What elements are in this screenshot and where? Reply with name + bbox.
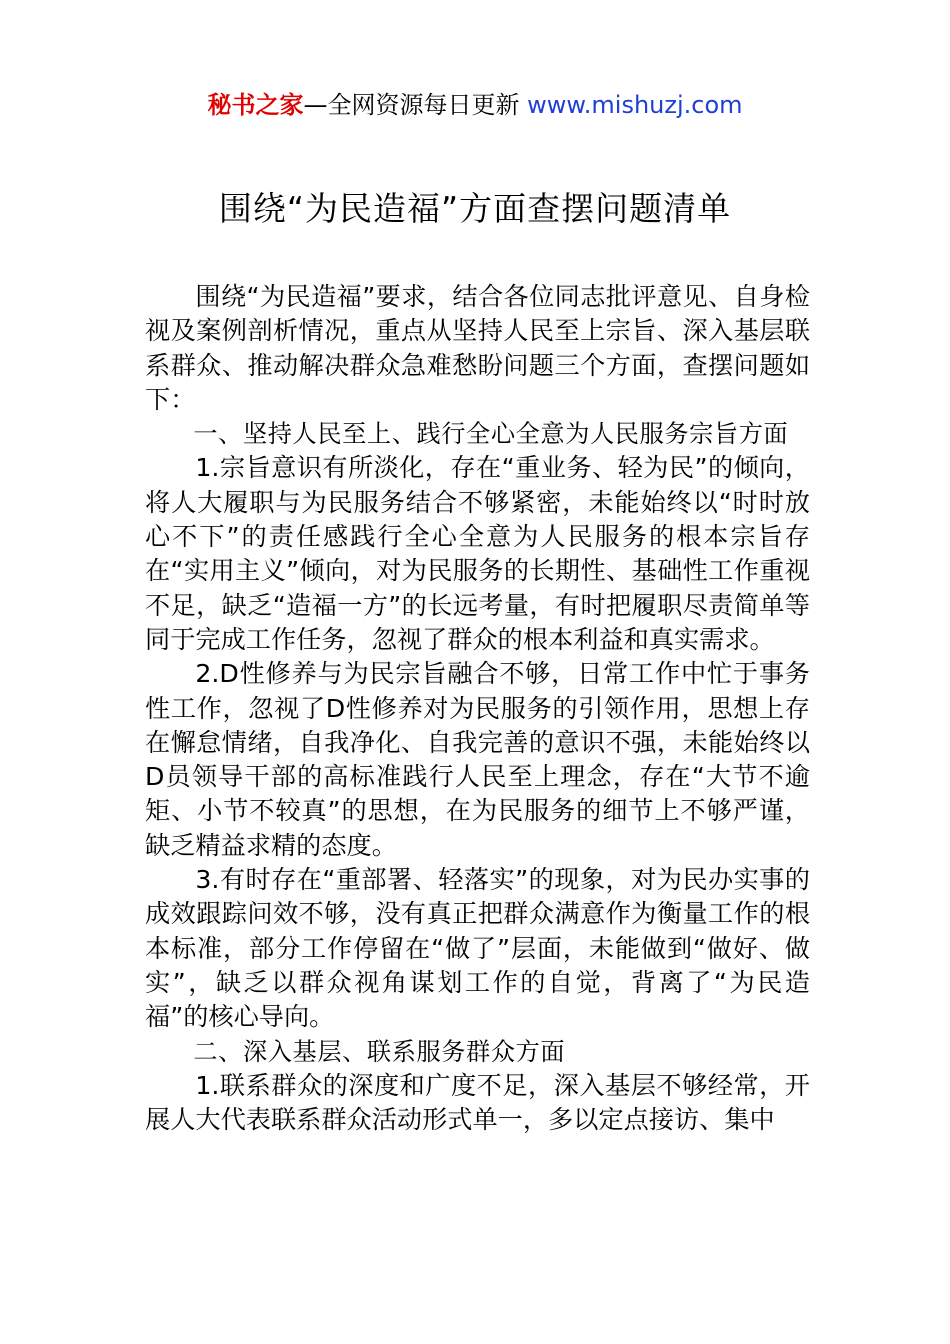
intro-paragraph: 围绕“为民造福”要求，结合各位同志批评意见、自身检视及案例剖析情况，重点从坚持人民至上宗旨、深入基层联系群众、推动解决群众急难愁盼问题三个方面，查摆问题如下： bbox=[145, 282, 810, 414]
site-header bbox=[0, 88, 950, 122]
site-tagline: —全网资源每日更新 bbox=[303, 91, 528, 119]
paragraph-item-2: 2.D性修养与为民宗旨融合不够，日常工作中忙于事务性工作，忽视了D性修养对为民服务的引领作用，思想上存在懈怠情绪，自我净化、自我完善的意识不强，未能始终以D员领导干部的高标准践行人民至上理念，存在“大节不逾矩、小节不较真”的思想，在为民服务的细节上不够严谨，缺乏精益求精的态度。 bbox=[145, 659, 810, 860]
paragraph-item-4: 1.联系群众的深度和广度不足，深入基层不够经常，开展人大代表联系群众活动形式单一，多以定点接访、集中 bbox=[145, 1070, 810, 1135]
document-body bbox=[145, 280, 810, 1137]
paragraph-item-3: 3.有时存在“重部署、轻落实”的现象，对为民办实事的成效跟踪问效不够，没有真正把群众满意作为衡量工作的根本标准，部分工作停留在“做了”层面，未能做到“做好、做实”，缺乏以群众视角谋划工作的自觉，背离了“为民造福”的核心导向。 bbox=[145, 865, 810, 1032]
site-url-link[interactable]: www.mishuzj.com bbox=[527, 91, 743, 119]
document-title: 围绕“为民造福”方面查摆问题清单 bbox=[218, 189, 732, 228]
site-name: 秘书之家 bbox=[207, 91, 304, 119]
section-heading-1: 一、坚持人民至上、践行全心全意为人民服务宗旨方面 bbox=[193, 420, 789, 449]
section-heading-2: 二、深入基层、联系服务群众方面 bbox=[193, 1037, 566, 1066]
paragraph-item-1: 1.宗旨意识有所淡化，存在“重业务、轻为民”的倾向，将人大履职与为民服务结合不够紧密，未能始终以“时时放心不下”的责任感践行全心全意为人民服务的根本宗旨存在“实用主义”倾向，对为民服务的长期性、基础性工作重视不足，缺乏“造福一方”的长远考量，有时把履职尽责简单等同于完成工作任务，忽视了群众的根本利益和真实需求。 bbox=[145, 453, 810, 654]
